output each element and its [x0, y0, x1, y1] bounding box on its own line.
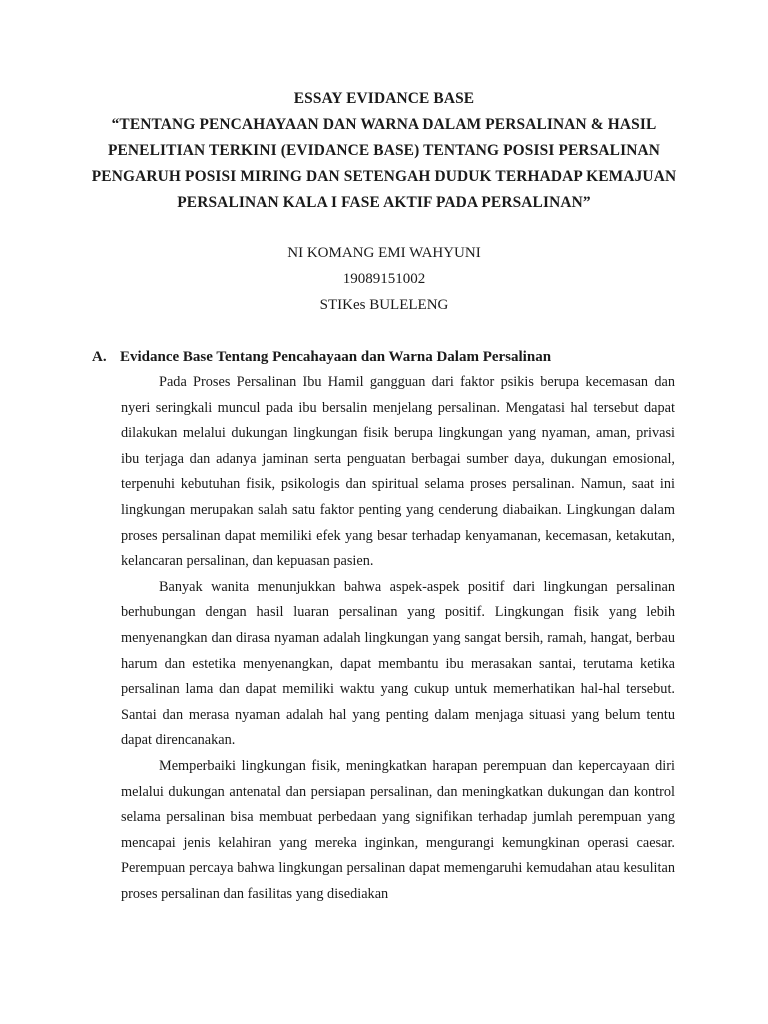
paragraph: Banyak wanita menunjukkan bahwa aspek-aspek positif dari lingkungan persalinan berhubungan dengan hasil luaran persalinan yang positif. Lingkungan fisik yang lebih menyenangkan dan dirasa nyaman adalah lingkungan yang sangat bersih, ramah, hangat, berbau harum dan estetika menyenangkan, dapat membantu ibu merasakan santai, terutama ketika persalinan lama dan dapat memiliki waktu yang cukup untuk memerhatikan hal-hal tersebut. Santai dan merasa nyaman adalah hal yang penting dalam menjaga situasi yang belum tentu dapat direncanakan.: [121, 578, 675, 749]
title-line-5: PERSALINAN KALA I FASE AKTIF PADA PERSALINAN”: [177, 194, 591, 211]
paragraph: Memperbaiki lingkungan fisik, meningkatkan harapan perempuan dan kepercayaan diri melalui dukungan antenatal dan persiapan persalinan, dan meningkatkan dukungan dan kontrol selama persalinan bisa membuat perbedaan yang signifikan terhadap jumlah perempuan yang mencapai jenis kelahiran yang mereka inginkan, mengurangi kemungkinan operasi caesar. Perempuan percaya bahwa lingkungan persalinan dapat memengaruhi kemudahan atau kesulitan proses persalinan dan fasilitas yang disediakan: [121, 757, 675, 902]
essay-title: [84, 86, 684, 216]
author-block: [84, 240, 684, 318]
author-name: NI KOMANG EMI WAHYUNI: [287, 245, 481, 261]
title-line-2: “TENTANG PENCAHAYAAN DAN WARNA DALAM PERSALINAN & HASIL: [111, 116, 657, 133]
author-id: 19089151002: [342, 271, 426, 287]
title-line-1: ESSAY EVIDANCE BASE: [293, 90, 475, 107]
paragraph: Pada Proses Persalinan Ibu Hamil gangguan dari faktor psikis berupa kecemasan dan nyeri seringkali muncul pada ibu bersalin menjelang persalinan. Mengatasi hal tersebut dapat dilakukan melalui dukungan lingkungan fisik berupa lingkungan yang nyaman, aman, privasi ibu terjaga dan adanya jaminan serta penguatan berbagai sumber daya, dukungan emosional, terpenuhi kebutuhan fisik, psikologis dan spiritual selama proses persalinan. Namun, saat ini lingkungan merupakan salah satu faktor penting yang cenderung diabaikan. Lingkungan dalam proses persalinan dapat memiliki efek yang besar terhadap kenyamanan, kecemasan, ketakutan, kelancaran persalinan, dan kepuasan pasien.: [121, 374, 675, 570]
section-letter: A.: [92, 349, 107, 365]
title-line-4: PENGARUH POSISI MIRING DAN SETENGAH DUDUK TERHADAP KEMAJUAN: [91, 168, 677, 185]
author-institution: STIKes BULELENG: [319, 297, 449, 313]
title-line-3: PENELITIAN TERKINI (EVIDANCE BASE) TENTANG POSISI PERSALINAN: [107, 142, 661, 159]
section-heading-text: Evidance Base Tentang Pencahayaan dan Warna Dalam Persalinan: [120, 349, 552, 365]
section-body: [121, 370, 675, 907]
section-heading: [92, 344, 551, 370]
